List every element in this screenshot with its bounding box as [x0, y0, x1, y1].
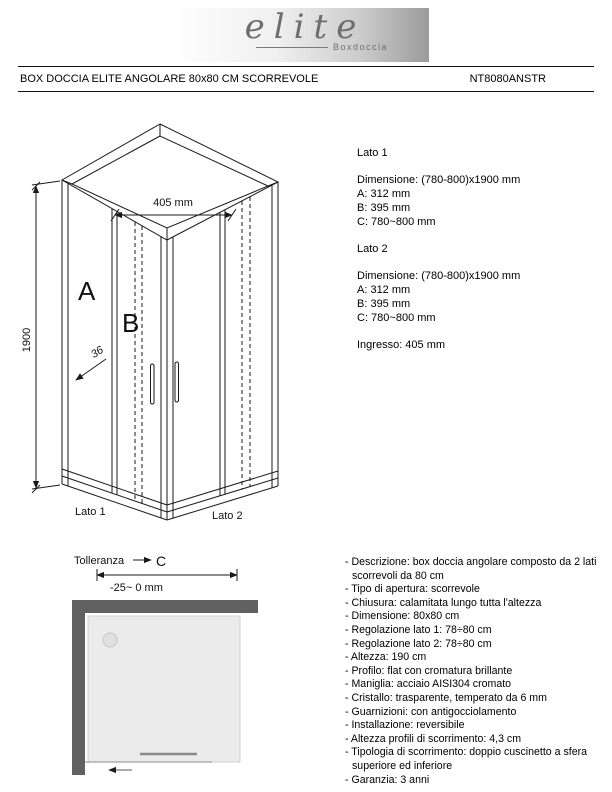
- feature-item: - Cristallo: trasparente, temperato da 6 mm: [345, 691, 547, 704]
- drain-icon: [103, 633, 117, 647]
- feature-item: - Tipo di apertura: scorrevole: [345, 583, 480, 596]
- dim-width-label: 405 mm: [153, 197, 193, 209]
- top-frame: [62, 124, 278, 240]
- feature-item: - Maniglia: acciaio AISI304 cromato: [345, 678, 512, 691]
- feature-item: - Regolazione lato 2: 78÷80 cm: [345, 637, 492, 650]
- lato1-label: Lato 1: [75, 506, 106, 518]
- spec-line: A: 312 mm: [357, 284, 411, 296]
- spec-line: B: 395 mm: [357, 202, 411, 214]
- door-handle-right: [175, 362, 179, 402]
- door-b-label: B: [122, 308, 140, 338]
- spec-line: C: 780~800 mm: [357, 216, 436, 228]
- document-title: BOX DOCCIA ELITE ANGOLARE 80x80 CM SCORREVOLE: [20, 73, 319, 85]
- feature-item: - Regolazione lato 1: 78÷80 cm: [345, 623, 492, 636]
- door-handle-left: [151, 364, 155, 404]
- spec-ingresso: Ingresso: 405 mm: [357, 339, 446, 351]
- plan-diagram: [52, 548, 287, 790]
- brand-logo: elite: [244, 7, 366, 47]
- lato2-label: Lato 2: [212, 510, 243, 522]
- spec-line: C: 780~800 mm: [357, 312, 436, 324]
- dimension-angle: [76, 359, 106, 380]
- isometric-drawing: [20, 112, 355, 542]
- door-a-label: A: [78, 276, 96, 306]
- brand-subtitle: Boxdoccia: [332, 42, 389, 52]
- product-code: NT8080ANSTR: [469, 73, 546, 85]
- feature-item: - Descrizione: box doccia angolare composto da 2 lati scorrevoli da 80 cm: [345, 556, 597, 582]
- feature-item: - Altezza profili di scorrimento: 4,3 cm: [345, 732, 522, 745]
- dim-height-label: 1900: [21, 327, 33, 353]
- tolerance-label: Tolleranza: [74, 555, 125, 567]
- spec-line: Dimensione: (780-800)x1900 mm: [357, 270, 521, 282]
- dimension-height: [32, 181, 60, 493]
- spec-lato1-title: Lato 1: [357, 147, 388, 159]
- spec-line: A: 312 mm: [357, 188, 411, 200]
- feature-item: - Guarnizioni: con antigocciolamento: [345, 705, 517, 718]
- dim-angle-label: 36: [88, 344, 106, 361]
- spec-lato1-group: [357, 173, 602, 229]
- spec-lato2-group: [357, 269, 602, 325]
- tolerance-range: -25~ 0 mm: [110, 582, 163, 594]
- spec-lato2-title: Lato 2: [357, 243, 388, 255]
- feature-item: - Dimensione: 80x80 cm: [345, 610, 460, 623]
- right-side-panel: [167, 182, 278, 520]
- document-header: [18, 66, 594, 92]
- spec-line: Dimensione: (780-800)x1900 mm: [357, 174, 521, 186]
- spec-line: B: 395 mm: [357, 298, 411, 310]
- feature-item: - Profilo: flat con cromatura brillante: [345, 664, 513, 677]
- brand-underline: [256, 47, 328, 48]
- feature-list: [345, 556, 605, 787]
- brand-banner: [181, 8, 429, 62]
- feature-item: - Altezza: 190 cm: [345, 651, 427, 664]
- feature-item: - Tipologia di scorrimento: doppio cuscinetto a sfera superiore ed inferiore: [345, 746, 588, 772]
- feature-item: - Chiusura: calamitata lungo tutta l'altezza: [345, 596, 542, 609]
- feature-item: - Installazione: reversibile: [345, 719, 465, 732]
- spec-panel: [357, 146, 602, 352]
- tolerance-letter: C: [156, 553, 167, 569]
- tolerance-dimension: [97, 569, 237, 581]
- feature-item: - Garanzia: 3 anni: [345, 773, 430, 786]
